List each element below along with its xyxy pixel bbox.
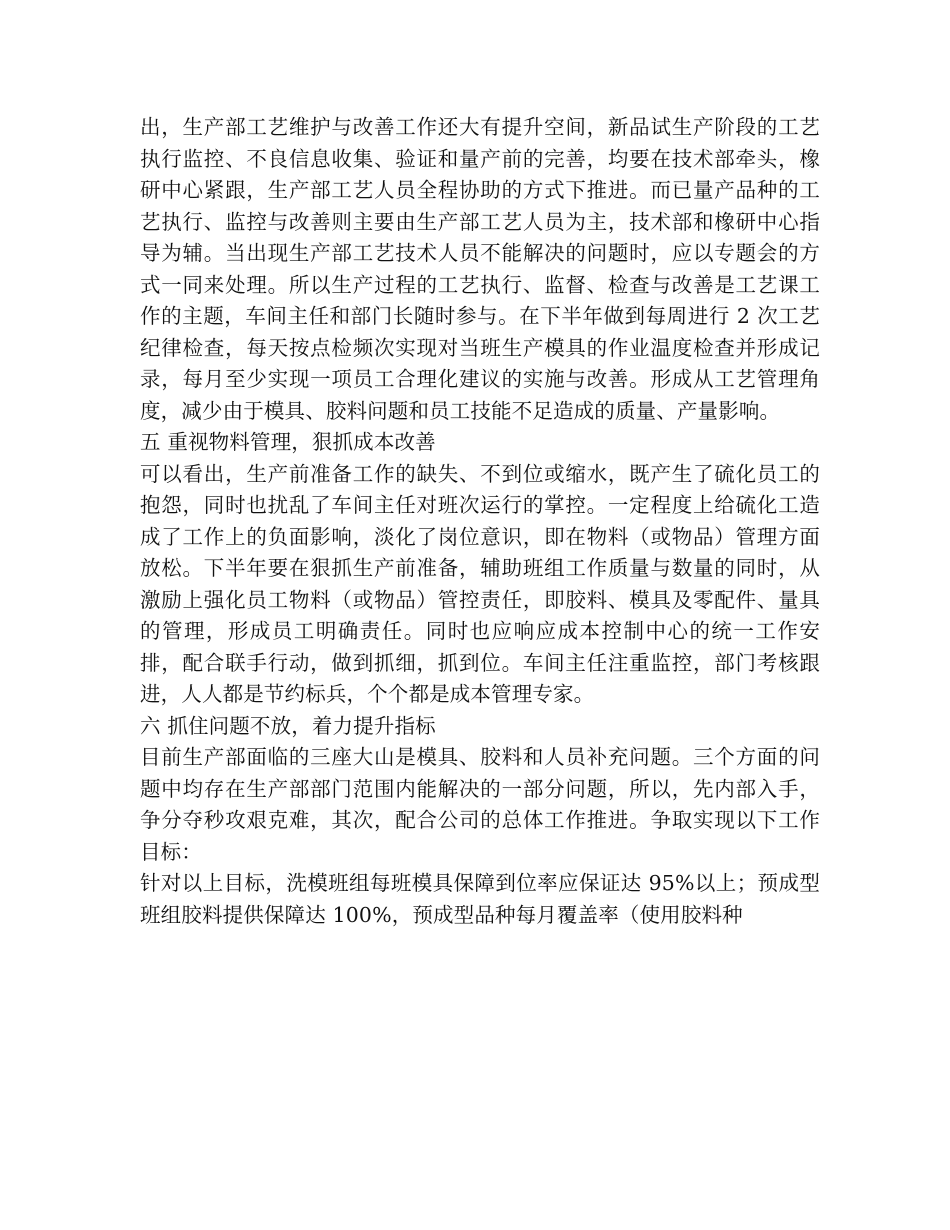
section-heading-six: 六 抓住问题不放，着力提升指标 xyxy=(140,713,436,738)
paragraph-targets: 针对以上目标，洗模班组每班模具保障到位率应保证达 95%以上；预成型班组胶料提供保障达 100%，预成型品种每月覆盖率（使用胶料种 xyxy=(140,871,820,927)
document-body xyxy=(140,112,820,931)
paragraph-material-management: 可以看出，生产前准备工作的缺失、不到位或缩水，既产生了硫化员工的抱怨，同时也扰乱了车间主任对班次运行的掌控。一定程度上给硫化工造成了工作上的负面影响，淡化了岗位意识，即在物料（或物品）管理方面放松。下半年要在狠抓生产前准备，辅助班组工作质量与数量的同时，从激励上强化员工物料（或物品）管控责任，即胶料、模具及零配件、量具的管理，形成员工明确责任。同时也应响应成本控制中心的统一工作安排，配合联手行动，做到抓细，抓到位。车间主任注重监控，部门考核跟进，人人都是节约标兵，个个都是成本管理专家。 xyxy=(140,461,820,706)
paragraph-three-problems: 目前生产部面临的三座大山是模具、胶料和人员补充问题。三个方面的问题中均存在生产部部门范围内能解决的一部分问题，所以，先内部入手，争分夺秒攻艰克难，其次，配合公司的总体工作推进。争取实现以下工作目标： xyxy=(140,745,820,864)
section-heading-five: 五 重视物料管理，狠抓成本改善 xyxy=(140,430,436,454)
paragraph-process-maintenance: 出，生产部工艺维护与改善工作还大有提升空间，新品试生产阶段的工艺执行监控、不良信息收集、验证和量产前的完善，均要在技术部牵头，橡研中心紧跟，生产部工艺人员全程协助的方式下推进。而已量产品种的工艺执行、监控与改善则主要由生产部工艺人员为主，技术部和橡研中心指导为辅。当出现生产部工艺技术人员不能解决的问题时，应以专题会的方式一同来处理。所以生产过程的工艺执行、监督、检查与改善是工艺课工作的主题，车间主任和部门长随时参与。在下半年做到每周进行 2 次工艺纪律检查，每天按点检频次实现对当班生产模具的作业温度检查并形成记录，每月至少实现一项员工合理化建议的实施与改善。形成从工艺管理角度，减少由于模具、胶料问题和员工技能不足造成的质量、产量影响。 xyxy=(140,115,820,423)
